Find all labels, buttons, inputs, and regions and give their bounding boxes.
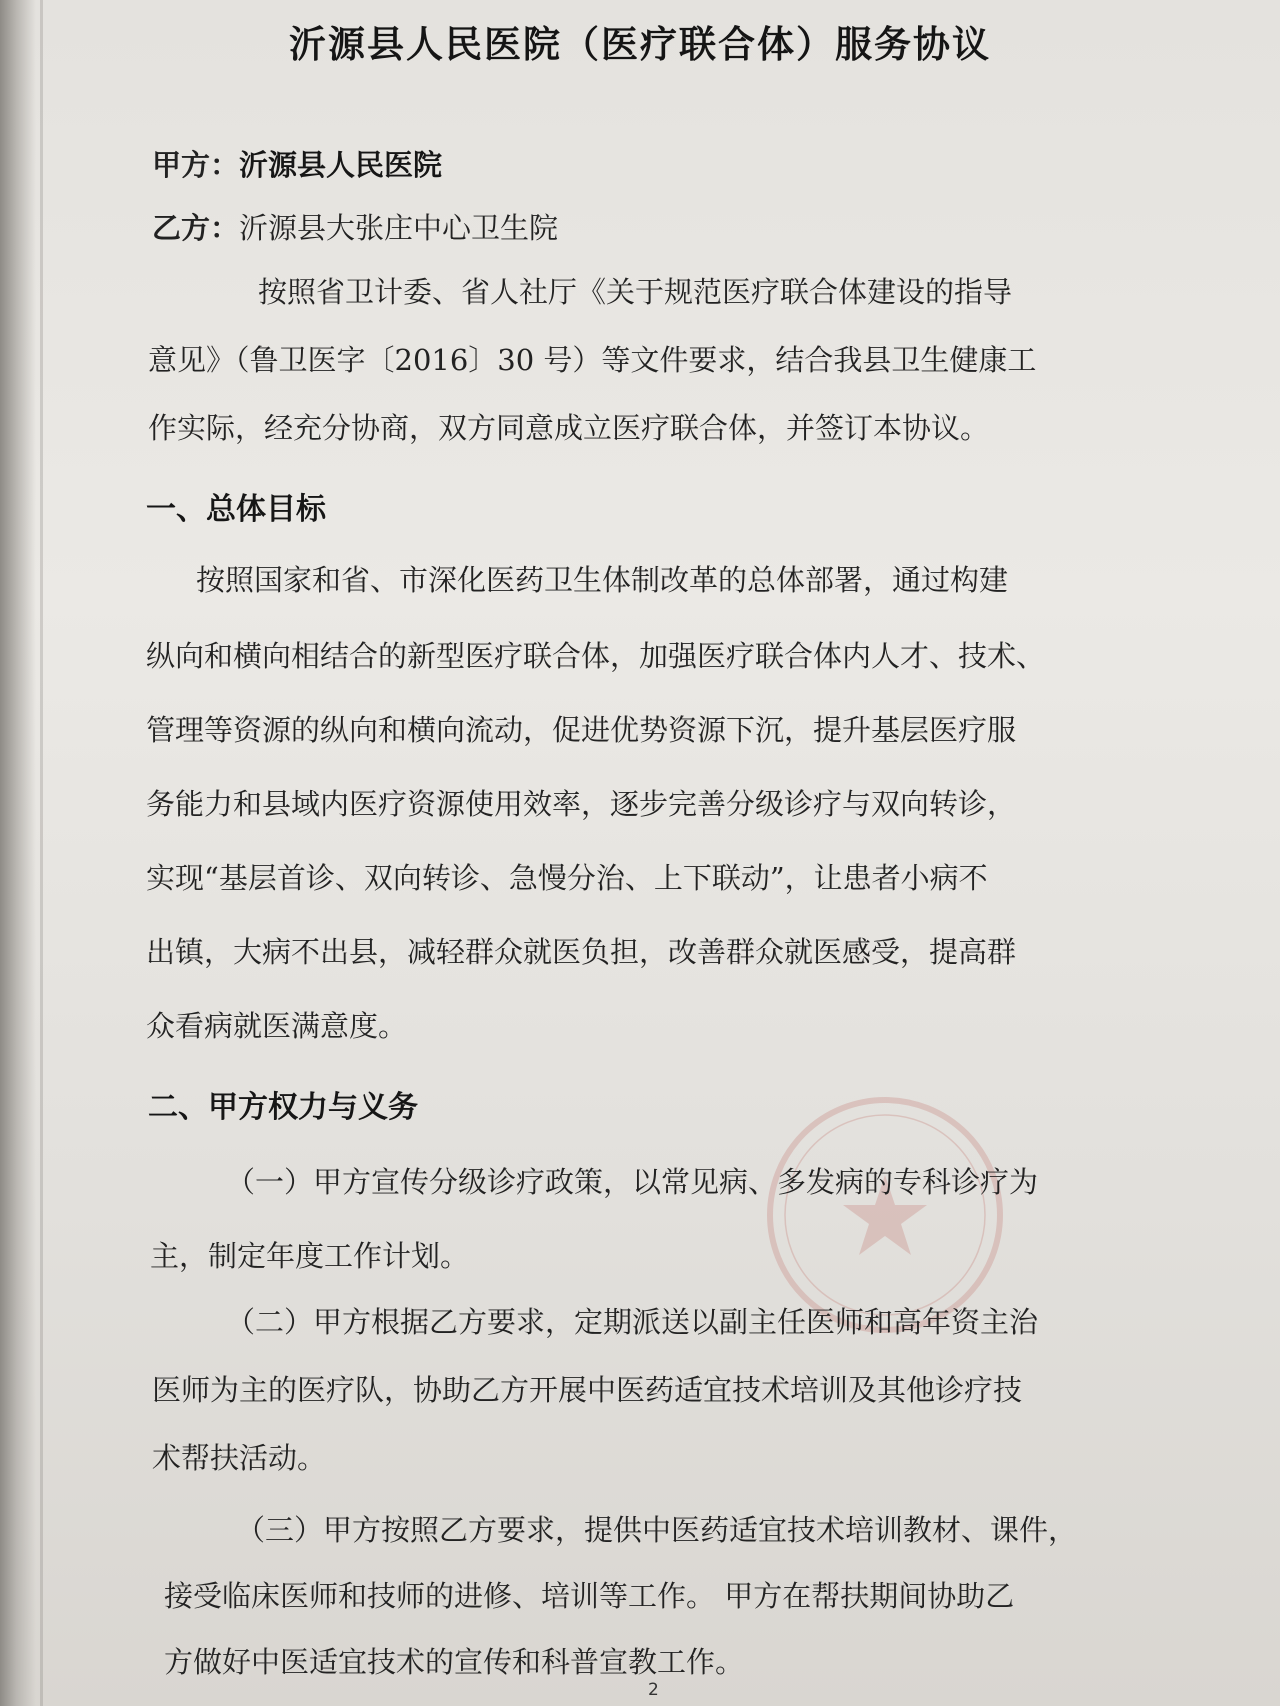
item2-line: 医师为主的医疗队，协助乙方开展中医药适宜技术培训及其他诊疗技 bbox=[152, 1373, 1023, 1407]
section1-paragraph-line: 纵向和横向相结合的新型医疗联合体，加强医疗联合体内人才、技术、 bbox=[146, 639, 1046, 673]
document-title: 沂源县人民医院（医疗联合体）服务协议 bbox=[289, 23, 991, 66]
section1-paragraph-line: 按照国家和省、市深化医药卫生体制改革的总体部署，通过构建 bbox=[196, 563, 1009, 597]
section1-paragraph-line: 实现“基层首诊、双向转诊、急慢分治、上下联动”，让患者小病不 bbox=[146, 861, 988, 895]
section1-paragraph-line: 众看病就医满意度。 bbox=[146, 1009, 408, 1043]
section1-paragraph-line: 管理等资源的纵向和横向流动，促进优势资源下沉，提升基层医疗服 bbox=[146, 713, 1017, 747]
party-a-name: 沂源县人民医院 bbox=[239, 148, 443, 182]
item3-line: （三）甲方按照乙方要求，提供中医药适宜技术培训教材、课件， bbox=[236, 1513, 1078, 1547]
section1-paragraph-line: 出镇，大病不出县，减轻群众就医负担，改善群众就医感受，提高群 bbox=[146, 935, 1017, 969]
item2-line: 术帮扶活动。 bbox=[152, 1441, 327, 1475]
intro-line: 意见》（鲁卫医字〔2016〕30 号）等文件要求，结合我县卫生健康工 bbox=[148, 343, 1037, 377]
page-edge-shadow bbox=[0, 0, 36, 1706]
section1-paragraph-line: 务能力和县域内医疗资源使用效率，逐步完善分级诊疗与双向转诊， bbox=[146, 787, 1017, 821]
item2-line: （二）甲方根据乙方要求，定期派送以副主任医师和高年资主治 bbox=[226, 1305, 1039, 1339]
item3-line: 接受临床医师和技师的进修、培训等工作。 甲方在帮扶期间协助乙 bbox=[164, 1579, 1015, 1613]
party-a-label: 甲方： bbox=[152, 148, 240, 182]
intro-line: 作实际，经充分协商，双方同意成立医疗联合体，并签订本协议。 bbox=[148, 411, 990, 445]
section-heading-overall-goal: 一、总体目标 bbox=[146, 492, 326, 527]
party-a-line bbox=[152, 143, 442, 184]
party-b-name: 沂源县大张庄中心卫生院 bbox=[239, 211, 559, 245]
page-number: 2 bbox=[648, 1680, 659, 1700]
item1-line: （一）甲方宣传分级诊疗政策，以常见病、多发病的专科诊疗为 bbox=[226, 1165, 1039, 1199]
item1-line: 主，制定年度工作计划。 bbox=[150, 1239, 470, 1273]
party-b-line bbox=[152, 206, 558, 247]
page-fold-line bbox=[40, 0, 43, 1706]
item3-line: 方做好中医适宜技术的宣传和科普宣教工作。 bbox=[164, 1645, 745, 1679]
party-b-label: 乙方： bbox=[152, 211, 240, 245]
intro-line: 按照省卫计委、省人社厅《关于规范医疗联合体建设的指导 bbox=[258, 275, 1013, 309]
section-heading-party-a-rights: 二、甲方权力与义务 bbox=[148, 1090, 418, 1125]
